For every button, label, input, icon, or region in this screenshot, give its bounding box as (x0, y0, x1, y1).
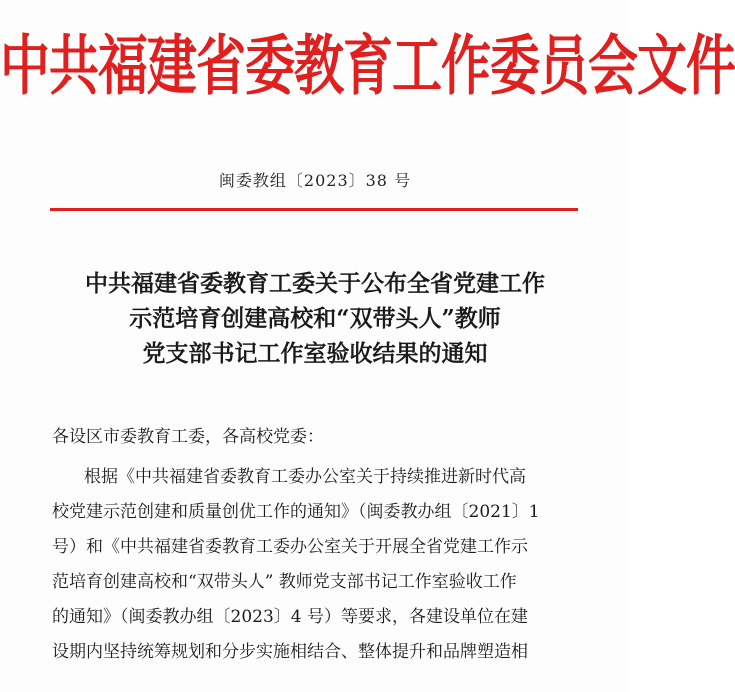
document-number: 闽委教组〔2023〕38 号 (218, 171, 412, 190)
notice-title-line: 中共福建省委教育工委关于公布全省党建工作 (85, 270, 545, 297)
notice-title-line: 示范培育创建高校和“双带头人”教师 (129, 305, 501, 332)
notice-title-line: 党支部书记工作室验收结果的通知 (142, 340, 488, 367)
document-header-title: 中共福建省委教育工作委员会文件 (0, 27, 735, 104)
salutation: 各设区市委教育工委，各高校党委： (52, 427, 324, 447)
body-line: 范培育创建高校和“双带头人” 教师党支部书记工作室验收工作 (52, 572, 517, 592)
body-line: 根据《中共福建省委教育工委办公室关于持续推进新时代高 (84, 467, 526, 487)
notice-title (0, 266, 630, 371)
body-line: 号）和《中共福建省委教育工委办公室关于开展全省党建工作示 (52, 537, 528, 557)
body-text (52, 460, 582, 670)
body-line: 校党建示范创建和质量创优工作的通知》（闽委教办组〔2021〕1 (52, 502, 540, 522)
red-divider-line (50, 208, 578, 211)
body-line: 设期内坚持统筹规划和分步实施相结合、整体提升和品牌塑造相 (52, 642, 528, 662)
body-line: 的通知》（闽委教办组〔2023〕4 号）等要求，各建设单位在建 (52, 607, 528, 627)
